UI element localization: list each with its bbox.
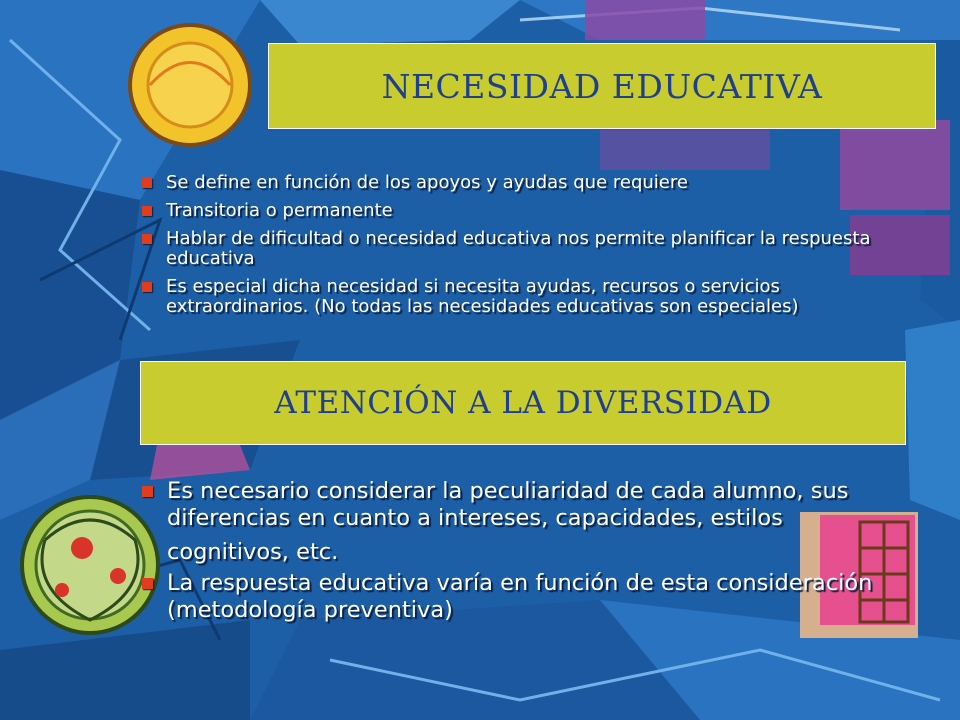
bullet-marker-icon xyxy=(142,282,152,292)
title-text: NECESIDAD EDUCATIVA xyxy=(381,66,823,106)
slide-title-diversidad xyxy=(140,361,906,445)
bullet-marker-icon xyxy=(142,486,153,497)
list-item xyxy=(142,173,922,193)
bullet-list-necesidad xyxy=(142,173,922,325)
bullet-marker-icon xyxy=(142,578,153,589)
list-item xyxy=(142,478,912,566)
list-item xyxy=(142,570,912,624)
list-item-text: Transitoria o permanente xyxy=(166,200,393,221)
slide-title-necesidad xyxy=(268,43,936,129)
list-item-text-continued: cognitivos, etc. xyxy=(167,539,339,565)
bullet-list-diversidad xyxy=(142,478,912,628)
title-text: ATENCIÓN A LA DIVERSIDAD xyxy=(274,385,772,421)
bullet-marker-icon xyxy=(142,206,152,216)
sun-drawing xyxy=(130,25,250,145)
flower-drawing xyxy=(22,497,158,633)
list-item-text: Es especial dicha necesidad si necesita ayudas, recursos o servicios extraordinarios. (No todas las necesidades educativas son especiales) xyxy=(166,276,799,317)
list-item-text: La respuesta educativa varía en función de esta consideración (metodología preventiva) xyxy=(167,570,873,623)
list-item-text: Se define en función de los apoyos y ayudas que requiere xyxy=(166,172,688,193)
list-item xyxy=(142,229,922,269)
list-item xyxy=(142,201,922,221)
bullet-marker-icon xyxy=(142,178,152,188)
bullet-marker-icon xyxy=(142,234,152,244)
list-item xyxy=(142,277,922,317)
list-item-text: Hablar de dificultad o necesidad educativa nos permite planificar la respuesta educativa xyxy=(166,228,871,269)
list-item-text: Es necesario considerar la peculiaridad de cada alumno, sus diferencias en cuanto a intereses, capacidades, estilos xyxy=(167,478,849,531)
